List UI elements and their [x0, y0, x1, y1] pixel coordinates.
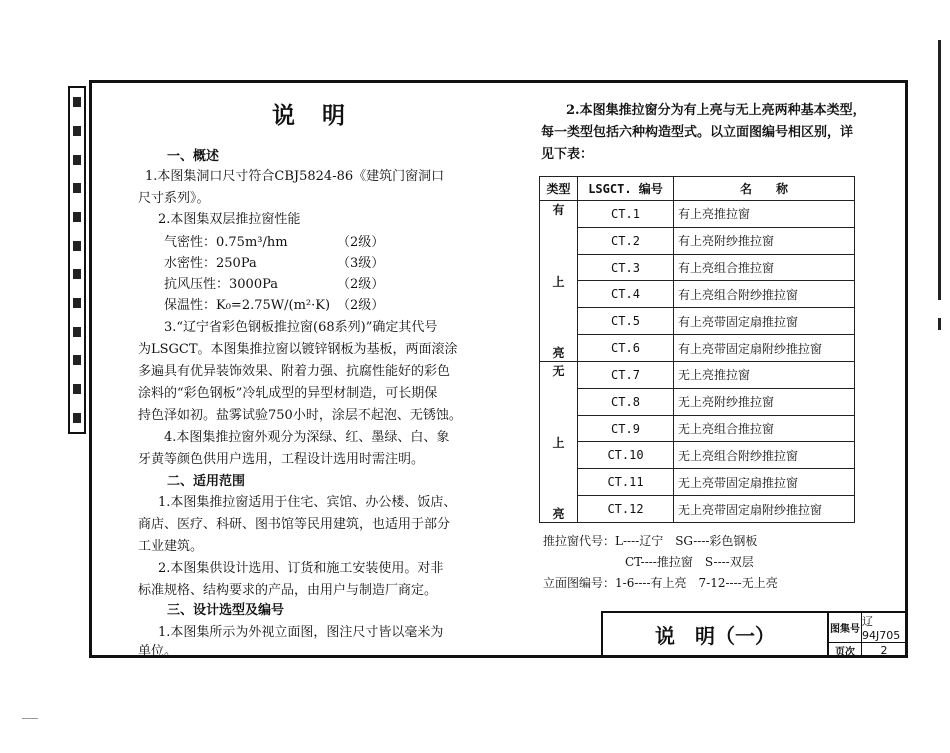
paragraph-line: 商店、医疗、科研、图书馆等民用建筑，也适用于部分 — [138, 517, 451, 532]
paragraph-line: 单位。 — [138, 644, 178, 659]
section-heading: 一、概述 — [167, 149, 220, 164]
code-cell: CT.8 — [578, 388, 674, 415]
type-cell — [540, 362, 578, 523]
paragraph-line: 2.本图集双层推拉窗性能 — [158, 212, 301, 227]
paragraph-line: 涂料的“彩色钢板”冷轧成型的异型材制造，可长期保 — [138, 386, 438, 401]
section-heading: 三、设计选型及编号 — [167, 603, 285, 618]
spec-line: 保温性：K₀=2.75W/(m²·K) — [164, 298, 331, 313]
type-char: 有 — [552, 203, 565, 217]
code-cell: CT.10 — [578, 442, 674, 469]
code-cell: CT.12 — [578, 496, 674, 523]
name-cell: 有上亮带固定扇推拉窗 — [674, 308, 855, 335]
table-header-cell: 类型 — [540, 177, 578, 201]
table-header-cell: 名 称 — [674, 177, 855, 201]
table-row — [540, 308, 855, 335]
name-cell: 有上亮附纱推拉窗 — [674, 227, 855, 254]
type-char: 亮 — [552, 507, 565, 521]
paragraph-line: 1.本图集推拉窗适用于住宅、宾馆、办公楼、饭店、 — [158, 495, 457, 510]
code-cell: CT.7 — [578, 362, 674, 389]
page-label: 页次 — [829, 643, 862, 658]
spec-grade: （2级） — [337, 235, 385, 250]
page-number: 2 — [880, 644, 888, 657]
sheet-meta — [829, 613, 906, 656]
table-header-row — [540, 177, 855, 201]
paragraph-line: 尺寸系列》。 — [138, 191, 210, 206]
table-row — [540, 281, 855, 308]
paragraph-line: 为LSGCT。本图集推拉窗以镀锌钢板为基板，两面滚涂 — [138, 342, 458, 357]
code-cell: CT.2 — [578, 227, 674, 254]
code-cell: CT.9 — [578, 415, 674, 442]
spec-line: 抗风压性：3000Pa — [164, 277, 278, 292]
type-char: 上 — [552, 435, 565, 450]
name-cell: 有上亮推拉窗 — [674, 201, 855, 228]
scan-edge-line — [938, 40, 941, 300]
section-heading: 二、适用范围 — [167, 474, 246, 489]
atlas-label: 图集号 — [829, 613, 862, 642]
table-row — [540, 201, 855, 228]
paragraph-line: 2.本图集供设计选用、订货和施工安装使用。对非 — [158, 561, 444, 576]
atlas-row — [829, 613, 906, 643]
name-cell: 有上亮带固定扇附纱推拉窗 — [674, 335, 855, 362]
table-row — [540, 442, 855, 469]
paragraph-line: 标准规格、结构要求的产品，由用户与制造厂商定。 — [138, 583, 438, 598]
code-cell: CT.5 — [578, 308, 674, 335]
table-header-cell: LSGCT. 编号 — [578, 177, 674, 201]
table-row — [540, 496, 855, 523]
name-cell: 无上亮组合附纱推拉窗 — [674, 442, 855, 469]
type-cell — [540, 201, 578, 362]
name-cell: 无上亮带固定扇附纱推拉窗 — [674, 496, 855, 523]
table-row — [540, 388, 855, 415]
table-row — [540, 254, 855, 281]
code-cell: CT.6 — [578, 335, 674, 362]
table-row — [540, 469, 855, 496]
spec-grade: （2级） — [337, 298, 385, 313]
numbering-legend-line: 立面图编号：1-6----有上亮 7-12----无上亮 — [543, 576, 778, 590]
sheet-title: 说 明（一） — [603, 613, 829, 656]
name-cell: 无上亮组合推拉窗 — [674, 415, 855, 442]
spec-line: 气密性：0.75m³/hm — [164, 235, 288, 250]
table-row — [540, 415, 855, 442]
paragraph-line: 多遍具有优异装饰效果、附着力强、抗腐性能好的彩色 — [138, 364, 451, 379]
page-row — [829, 643, 906, 658]
type-char: 亮 — [552, 346, 565, 360]
paragraph-line: 1.本图集洞口尺寸符合CBJ5824-86《建筑门窗洞口 — [145, 169, 445, 184]
name-cell: 无上亮附纱推拉窗 — [674, 388, 855, 415]
spec-line: 水密性：250Pa — [164, 256, 257, 271]
code-cell: CT.4 — [578, 281, 674, 308]
name-cell: 有上亮组合推拉窗 — [674, 254, 855, 281]
type-char: 无 — [552, 364, 565, 378]
name-cell: 有上亮组合附纱推拉窗 — [674, 281, 855, 308]
paragraph-line: 工业建筑。 — [138, 539, 204, 554]
scan-mark — [22, 718, 38, 719]
type-char: 上 — [552, 274, 565, 289]
paragraph-line: 持色泽如初。盐雾试验750小时，涂层不起泡、无锈蚀。 — [138, 408, 462, 423]
paragraph-line: 1.本图集所示为外视立面图，图注尺寸皆以毫米为 — [158, 625, 444, 640]
window-type-table — [539, 176, 855, 523]
code-legend-line: CT----推拉窗 S----双层 — [625, 555, 754, 569]
name-cell: 无上亮推拉窗 — [674, 362, 855, 389]
paragraph-line: 2.本图集推拉窗分为有上亮与无上亮两种基本类型， — [566, 103, 866, 118]
code-legend-line: 推拉窗代号：L----辽宁 SG----彩色钢板 — [543, 534, 758, 548]
scan-edge-mark — [938, 318, 941, 330]
paragraph-line: 每一类型包括六种构造型式。以立面图编号相区别，详 — [541, 125, 854, 140]
page-title: 说 明 — [272, 102, 347, 129]
spec-grade: （2级） — [337, 277, 385, 292]
table-row — [540, 335, 855, 362]
name-cell: 无上亮带固定扇推拉窗 — [674, 469, 855, 496]
table-row — [540, 227, 855, 254]
paragraph-line: 4.本图集推拉窗外观分为深绿、红、墨绿、白、象 — [164, 430, 450, 445]
paragraph-line: 见下表： — [541, 147, 594, 162]
atlas-number: 辽94J705 — [862, 615, 901, 642]
binding-strip — [68, 86, 86, 434]
code-cell: CT.1 — [578, 201, 674, 228]
title-block — [601, 611, 908, 658]
code-cell: CT.11 — [578, 469, 674, 496]
table-row — [540, 362, 855, 389]
code-cell: CT.3 — [578, 254, 674, 281]
paragraph-line: 牙黄等颜色供用户选用，工程设计选用时需注明。 — [138, 452, 425, 467]
paragraph-line: 3.“辽宁省彩色钢板推拉窗(68系列)”确定其代号 — [164, 320, 438, 335]
spec-grade: （3级） — [337, 256, 385, 271]
